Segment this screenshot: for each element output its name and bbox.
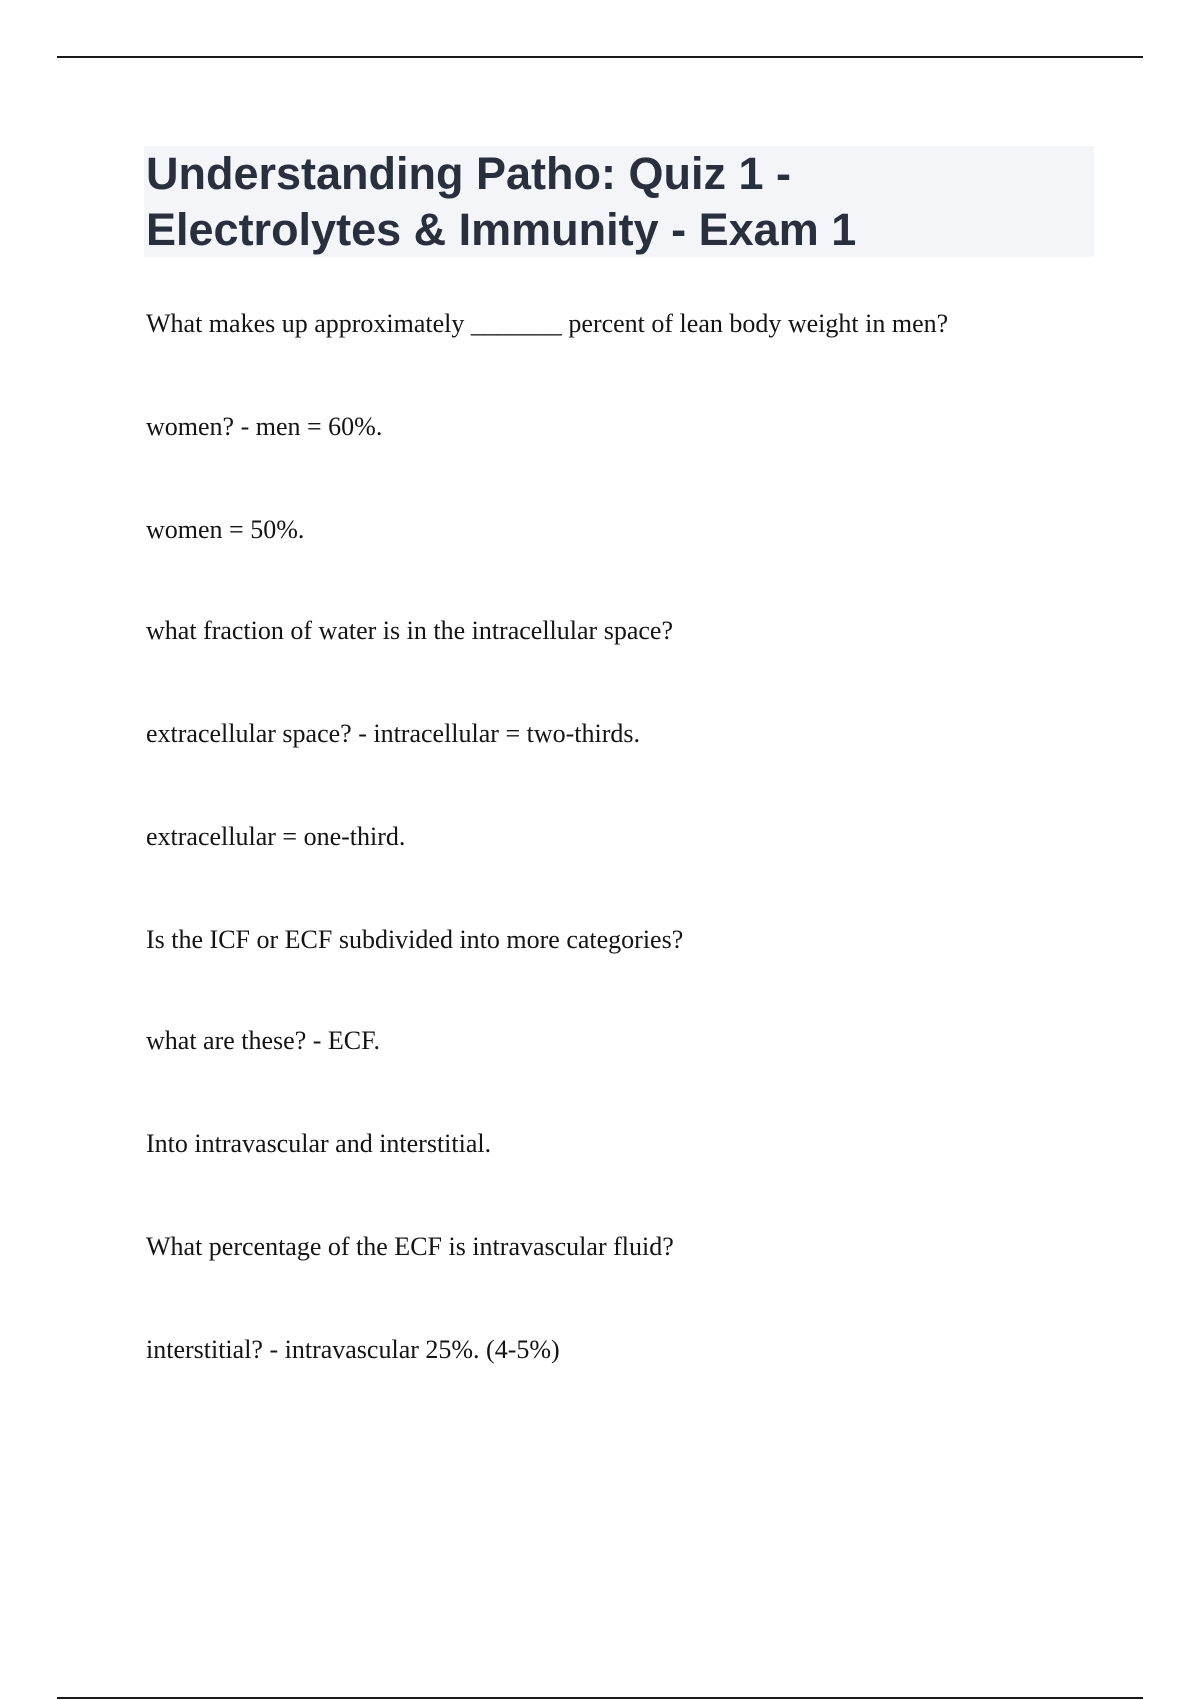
bottom-divider <box>57 1697 1143 1699</box>
answer-line: interstitial? - intravascular 25%. (4-5%) <box>146 1335 560 1364</box>
page-title <box>146 146 1086 258</box>
answer-line: Into intravascular and interstitial. <box>146 1129 492 1158</box>
answer-line: women = 50%. <box>146 515 305 544</box>
page-title-line-2: Electrolytes & Immunity - Exam 1 <box>146 204 857 255</box>
page-title-line-1: Understanding Patho: Quiz 1 - <box>146 148 792 199</box>
question-line: what fraction of water is in the intracellular space? <box>146 616 673 645</box>
answer-line: extracellular space? - intracellular = two-thirds. <box>146 719 640 748</box>
top-divider <box>57 56 1143 58</box>
answer-line: women? - men = 60%. <box>146 412 383 441</box>
answer-line: what are these? - ECF. <box>146 1026 380 1055</box>
answer-line: extracellular = one-third. <box>146 822 406 851</box>
question-line: Is the ICF or ECF subdivided into more categories? <box>146 925 684 954</box>
question-line: What percentage of the ECF is intravascular fluid? <box>146 1232 674 1261</box>
question-line: What makes up approximately _______ percent of lean body weight in men? <box>146 309 949 338</box>
